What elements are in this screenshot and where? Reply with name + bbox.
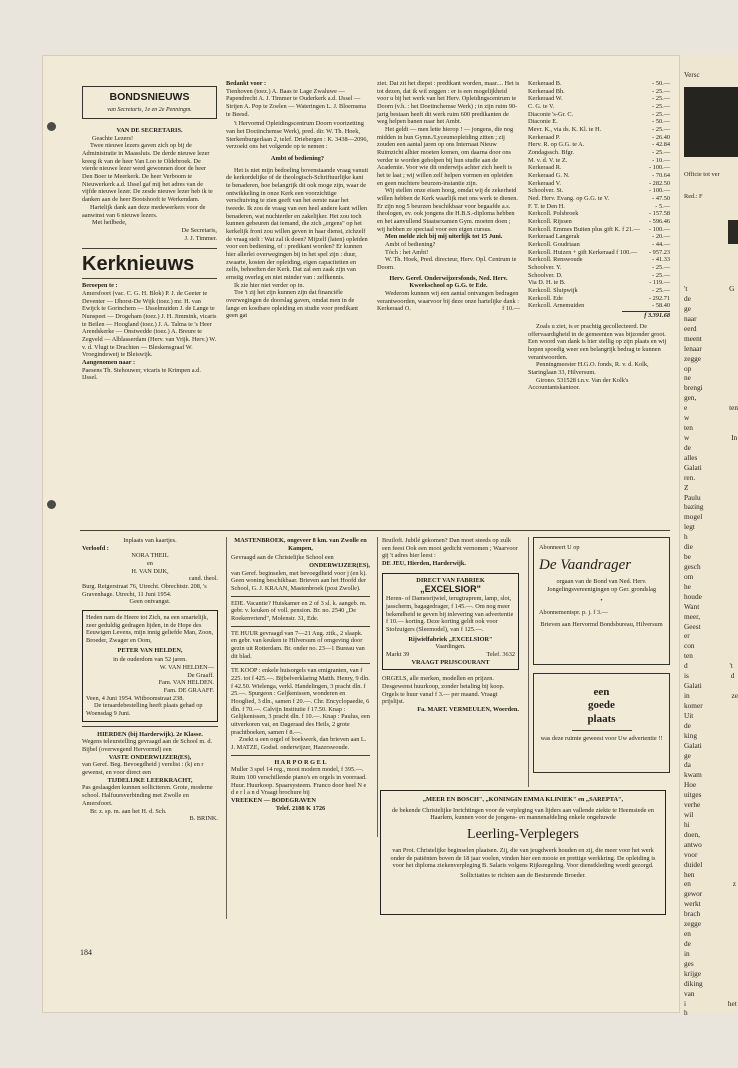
- ledger-amount: - 25.—: [652, 126, 670, 134]
- mastenbroek-heading: MASTENBROEK, ongeveer 8 km. van Zwolle en Kampen,: [234, 537, 367, 552]
- ledger-row: [528, 195, 670, 203]
- vaandrager-text: orgaan van de Bond van Ned. Herv. Jongelingsvereenigingen op Ger. grondslag: [546, 577, 657, 593]
- ambt-continued-2: Het geldt — men lette hierop ! — jongens, die nog midden in hun Gymn./Lyceumopleiding zitten ; zij zouden een aantal jaren op ons Internaat Nieuw Ruimzicht alhier moeten komen, om daarna door ons verder te worden geholpen bij hun studie aan de Academie. Voor wie dit onderwijs achter zich heeft is het te laat ; wij willen zelf helpen vormen en opleiden en geen nuchtere beurzen-instantie zijn.: [377, 126, 514, 187]
- ledger-donor: Via D. H. te B.: [528, 279, 566, 287]
- ledger-amount: - 42.84: [652, 141, 670, 149]
- ledger-amount: - 20.—: [652, 233, 670, 241]
- ledger-donor: Herv. R. op G.G. te A.: [528, 141, 585, 149]
- ledger-amount: - 100.—: [649, 164, 670, 172]
- ledger-amount: - 282.50: [649, 179, 670, 187]
- hierden-text-2: van Geref. Beg. Bevoegdheid j verelist : (k) en r gewenst, en voor direct een: [82, 761, 204, 777]
- ledger-row: [528, 134, 670, 142]
- tijdelijk-name: B. BRINK.: [189, 815, 218, 823]
- kaartjes: Inplaats van kaartjes.: [123, 537, 177, 544]
- ambt-continued: ziet. Dat zit het diepst : predikant worden, maar.... Het is tot dezen, dat ik wil zeggen : er is een mogelijkheid voor u bij het werk van het Herv. Opleidingscentrum te Doorn (v.h. : het Doetinchemse Werk) ; in zijn ruim 90-jarig bestaan heeft dit werk ruim 600 predikanten de weg helpen banen naar het Ambt.: [377, 80, 520, 126]
- bondsnieuws-title: BONDSNIEUWS: [109, 91, 190, 103]
- column-1: [82, 86, 217, 526]
- ledger-donor: Schoolver. D.: [528, 271, 563, 279]
- meer-text-2: van Prot. Christelijke beginselen plaatsen. Zij, die van jeugdwerk houden en zij, die meer voor het werk onder de patiënten boven de 18 jaar voelen, vinden hier een mooie en prettige werkkring. De opleiding is voor het diploma ziekenverpleging B. Salaris volgens Rijksregeling. Voor dienstkleding wordt gezorgd.: [390, 847, 656, 870]
- kerknieuws-title: Kerknieuws: [82, 253, 195, 276]
- ledger-row: [528, 187, 670, 195]
- ledger-donor: Kerkeraad V.: [528, 179, 561, 187]
- ledger-row: [528, 149, 670, 157]
- death-sign: W. VAN HELDEN—: [159, 664, 214, 672]
- ledger-donor: Kerkeraad B.: [528, 80, 562, 87]
- ledger-donor: Kerkcoll. Ede: [528, 294, 563, 302]
- ledger-donor: Kerkcoll. Huizen + gift Kerkeraad f 100.—: [528, 248, 638, 256]
- ledger-row: [528, 272, 670, 280]
- ledger-donor: Kerkcoll. Emmes Buiten plus gift K. f 21.—: [528, 225, 640, 233]
- ledger-donor: Kerkcoll. Renswoude: [528, 256, 583, 264]
- ambt-text-2: Ik zie hier niet verder op in.: [234, 281, 305, 289]
- page-number: 184: [80, 948, 92, 957]
- ledger-amount: - 596.46: [649, 218, 670, 226]
- ledger-amount: - 25.—: [652, 103, 670, 111]
- ledger-donor: Schoolver. St.: [528, 187, 564, 195]
- ledger-row: [528, 111, 670, 119]
- harporgel-sign: VREEKEN — BODEGRAVEN: [231, 797, 316, 805]
- ledger-row: [528, 95, 670, 103]
- ledger-donor: Diaconie E.: [528, 118, 558, 126]
- ledger-row: [528, 233, 670, 241]
- signature-name: J. J. Timmer.: [184, 234, 217, 242]
- fonds-heading: Herv. Geref. Onderwijzersfonds, Ned. Herv. Kweekschool op G.G. te Ede.: [389, 274, 508, 290]
- ledger-row: [528, 157, 670, 165]
- ambt-signature: W. Th. Hoek, Pred. directeur, Herv. Opl. Centrum te Doorn.: [377, 256, 517, 272]
- verloofd-name-2: H. VAN DIJK,: [131, 567, 169, 575]
- ledger-donor: Kerkeraad R.: [528, 164, 562, 172]
- ledger-note: Zoals u ziet, is er prachtig gecollecteerd. De offervaardigheid in de gemeenten was bijzonder groot. Een woord van dank is hier stellig op zijn plaats en wij hopen spoedig weer een belangrijk bedrag te kunnen verantwoorden.: [528, 322, 667, 361]
- death-name: PETER VAN HELDEN,: [117, 646, 183, 654]
- adjacent-text: Officie tot ver: [684, 171, 720, 178]
- orgels-ad: ORGELS, alle merken, modellen en prijzen. Desgewenst huurkoop, zonder betaling bij koop. Orgels te huur vanaf f 3.— per maand. Vraagt prijslijst.: [382, 675, 505, 706]
- death-sign: De Graaff.: [187, 671, 214, 679]
- ledger-row: [528, 141, 670, 149]
- death-sign: Fam. DE GRAAFF.: [163, 687, 214, 695]
- excelsior-city: Vaardingen.: [435, 643, 466, 651]
- vaandrager-title: De Vaandrager: [539, 556, 632, 573]
- ledger-row: [528, 126, 670, 134]
- ledger-amount: - 5.—: [655, 202, 670, 210]
- column-3: [377, 80, 520, 526]
- secretaris-heading: VAN DE SECRETARIS.: [116, 127, 183, 135]
- ledger-donor: C. G. te V.: [528, 103, 555, 111]
- ambt-text-3: Toe 't zij het zijn kunnen zijn dat financiële overwegingen de doorslag gaven, omdat men in de lange en kostbare opleiding en studie voor predikant geen gat: [226, 289, 359, 320]
- hierden-text: Wegens teleurstelling gevraagd aan de School m. d. Bijbel (overwegend Hervormd) een: [82, 738, 213, 754]
- verloofd-name-1: NORA THEIL: [131, 552, 169, 560]
- bondsnieuws-subtitle: van Secretaris, 1e en 2e Penningm.: [107, 106, 192, 113]
- koop-ad: TE KOOP : enkele huisorgels van emigranten, van f 225. tot f 425.—. Bijbelverklaring Matth. Henry, 9 dln. f 42.50. Wielenga, verkl. Handelingen, 3 pracht dln. f 25.—. Spurgeon : Geljkenissen, wonderen en Hooglied, 3 dln., samen f 20.—. Chr. Encyclopaedie, 6 dln. f 70.—. Calvijn Institutie f 17.50. Knap : Gelijkenissen, 3 pracht dln. f 10.—. Knap : Paulus, een uitverkoren vat, en Dageraad des Heils, 2 grote prachtboeken, samen f 8.—.: [231, 667, 370, 736]
- death-text: Heden nam de Heere tot Zich, na een smartelijk, zeer geduldig gedragen lijden, in de Hope des Eeuwigen Levens, mijn innig geliefde Man, Zoon, Broeder, Zwager en Oom,: [86, 614, 214, 645]
- ledger-amount: - 44.—: [652, 241, 670, 249]
- vaandrager-ad: Abonneert U op De Vaandrager orgaan van de Bond van Ned. Herv. Jongelingsvereenigingen op Ger. grondslag • Abonnementspr. p. j. f 3.— Brieven aan Hervormd Bondsbureau, Hilversum: [533, 537, 670, 665]
- ledger-donor: Mevr. K., via ds. K. Kl. te H.: [528, 126, 602, 134]
- harporgel-text: Muller 3 spel 14 reg., mooi modern model, f 395.—. Ruim 100 verschillende piano's en orgels in voorraad.: [231, 766, 367, 782]
- ledger-row: [528, 203, 670, 211]
- goede-1: een: [593, 686, 610, 698]
- verloofd-address: Burg. Reigerstraat 76, Utrecht. Obrechtstr. 208, 's Gravenhage. Utrecht, 11 Juni 1954.: [82, 583, 207, 598]
- verloofd-title: cand. theol.: [188, 575, 218, 583]
- greeting: Geachte Lezers!: [92, 134, 134, 142]
- adjacent-column: 't G de ge naar eerd meent lenaar zegge op ne brengi gen, e ten w ten w In de alles Galati ren. Z Paulu bazing mogel legt h die be gesch om he houde Want meer, Geest er con ten d 't is d Galati in ze komer Uit de king Galati ge da kwam Hoe uitges verhe wil hi doen, antwo voor duidel hen en z gewor werkt brach zegge en de in ges krijge diking van i het h: [684, 284, 738, 1018]
- tijdelijk-text: Pas geslaagden kunnen solliciteren. Grote, moderne school. Halfuursverbinding met Zwolle en Amersfoort.: [82, 784, 213, 807]
- beroepen-list: Amersfoort (vac. C. G. H. Blok) P. J. de Geeter te Deventer — IJhorst-De Wijk (toez.) mr. H. van Ewijck te Gorinchem — IJsselmuiden J. de Lange te Nunspeet — Drogeham (toez.) J. H. Jimmink, vicaris te Beilen — Hoogland (toez.) J. A. Talma te 's Heer Arendskerke — Onstwedde (toez.) A. Breure te Zegveld — Alblasserdam (Herv. van Vrijk. Herv.) W. v. d. Vlugt te Drachten — Bleskensgraaf W. Vroegindeweij te Bleiswijk.: [82, 289, 217, 359]
- signature-role: De Secretaris,: [181, 226, 217, 234]
- death-sign: Fam. VAN HELDEN.: [158, 679, 214, 687]
- ledger-amount: - 58.40: [652, 302, 670, 310]
- ledger-row: [528, 279, 670, 287]
- death-notice: [82, 610, 218, 722]
- verloofd-and: en: [147, 560, 153, 568]
- ledger-row: [528, 241, 670, 249]
- excelsior-ad: [382, 573, 519, 671]
- ledger-amount: - 50.—: [652, 80, 670, 87]
- harporgel-tel: Telef. 2188 K 1726: [275, 804, 326, 812]
- ledger-row: [528, 295, 670, 303]
- ambt-answer: Tòch : het Ambt!: [385, 248, 429, 256]
- mastenbroek-text: Gevraagd aan de Christelijke School een: [231, 554, 334, 562]
- ledger-donor: M. v. d. V. te Z.: [528, 156, 568, 164]
- bedankt-text: Tienhoven (toez.) A. Baas te Lage Zwaluwe — Papendrecht A. J. Timmer te Ouderkerk a.d. IJssel — Strijen A. Pop te Zoelen — Wateringen L. J. Bloemsma te Beesd.: [226, 87, 366, 118]
- ledger-amount: - 26.40: [652, 133, 670, 141]
- excelsior-fab: Rijwielfabriek „EXCELSIOR": [408, 635, 493, 643]
- ledger-row: [528, 287, 670, 295]
- beroepen-heading: Beroepen te :: [82, 282, 118, 290]
- koop-ad-2: Zoekt u een orgel of boekwerk, dan brieven aan L. J. MATZE, Godsd. onderwijzer, Hazerswoude.: [231, 736, 367, 752]
- ambt-question: Ambt of bediening?: [385, 241, 436, 249]
- ledger-donor: F. T. te Den H.: [528, 202, 565, 210]
- ledger-account: Penningmeester H.G.O. fonds, R. v. d. Kolk, Staringlaan 33, Hilversum.: [528, 361, 649, 376]
- ledger-row: [528, 210, 670, 218]
- goede-plaats-ad: [533, 673, 670, 773]
- vaandrager-address: Brieven aan Hervormd Bondsbureau, Hilversum: [540, 620, 663, 628]
- ledger-row: [528, 226, 670, 234]
- ledger-row: [528, 80, 670, 88]
- hierden-job: VASTE ONDERWIJZER(ES),: [108, 753, 192, 761]
- death-age: in de ouderdom van 52 jaren.: [113, 656, 187, 664]
- harporgel-text-2: Huur. Huurkoop. Spaarsysteem. Franco door heel N e d e r l a n d Vraagt brochure bij: [231, 781, 367, 797]
- hierden-heading: HIERDEN (bij Harderwijk). 2e Klasse.: [97, 730, 203, 738]
- mastenbroek-text-2: van Geref. beginselen, met bevoegdheid voor j (en k). Geen woning beschikbaar. Brieven aan het Hoofd der School, G. J. KRAAN, Mastenbroek (post Zwolle).: [231, 569, 367, 593]
- ledger-row: [528, 249, 670, 257]
- adjacent-heading: Versc: [684, 71, 700, 79]
- bondsnieuws-thanks: Hartelijk dank aan deze medewerkers voor de aanwinst van 6 nieuwe lezers.: [82, 203, 206, 219]
- section-divider: [80, 530, 670, 531]
- ledger-list: [528, 80, 670, 310]
- excelsior-heading: DIRECT VAN FABRIEK: [416, 576, 485, 584]
- harporgel-heading: H A R P O R G E L: [274, 758, 327, 766]
- ledger-amount: - 25.—: [652, 95, 670, 103]
- ledger-row: [528, 264, 670, 272]
- goede-3: plaats: [587, 712, 616, 725]
- ledger-row: [528, 172, 670, 180]
- ledger-amount: - 25.—: [652, 149, 670, 157]
- ledger-row: [528, 218, 670, 226]
- ledger-amount: - 100.—: [649, 225, 670, 233]
- ledger-donor: Diaconie 's-Gr. C.: [528, 110, 574, 118]
- bondsnieuws-closing: Met heilbede,: [92, 219, 127, 227]
- ledger-row: [528, 103, 670, 111]
- excelsior-cta: VRAAGT PRIJSCOURANT: [411, 658, 490, 666]
- bondsnieuws-body: Twee nieuwe lezers gaven zich op bij de Administratie in Maassluis. De derde nieuwe lezer kreeg ik van de heer Van Loo te Oldebroek. De vierde nieuwe lezer werd gewonnen door de heer Den Boer te Meerkerk. De heer Verboom te Nieuwerkerk a.d. IJssel gaf mij het adres van de vijfde nieuwe lezer. De zesde nieuwe lezer heb ik te danken aan de heer Bootshooft te Werkendam.: [82, 142, 213, 204]
- ledger-donor: Kerkeraad P.: [528, 133, 561, 141]
- ledger-amount: - 292.71: [649, 294, 670, 302]
- ledger-amount: - 25.—: [652, 271, 670, 279]
- ledger-amount: - 50.—: [652, 118, 670, 126]
- ledger-donor: Kerkcoll. Goudriaan: [528, 241, 580, 249]
- goede-2: goede: [588, 699, 615, 712]
- vaandrager-price: Abonnementspr. p. j. f 3.—: [539, 608, 608, 616]
- ledger-row: [528, 256, 670, 264]
- goede-note: was deze ruimte geweest voor Uw advertentie !!: [540, 735, 663, 743]
- meer-sollicit: Sollicitaties te richten aan de Besturende Broeder.: [460, 872, 586, 880]
- ledger-row: [528, 302, 670, 310]
- ambt-continued-3: Wij stellen onze eisen hoog, omdat wij de zekerheid willen hebben de Kerk waarlijk met ons werk te dienen. Er zijn nog 5 beurzen beschikbaar voor begaafde a.s. theologen, ev. ook jongens die H.B.S.-diploma hebben en het aanvullend Staatsexamen Gym. moeten doen ; wij hebben ze speciaal voor een eigen cursus.: [377, 187, 518, 233]
- ledger-amount: - 25.—: [652, 287, 670, 295]
- ledger-row: [528, 118, 670, 126]
- ledger-amount: - 157.58: [649, 210, 670, 218]
- ledger-amount: - 100.—: [649, 187, 670, 195]
- meer-heading: „MEER EN BOSCH", „KONINGIN EMMA KLINIEK" en „SAREPTA",: [422, 796, 624, 803]
- ads-column-2: [226, 537, 370, 919]
- mastenbroek-job: ONDERWIJZER(ES),: [309, 562, 370, 570]
- column-2: [226, 80, 369, 526]
- ledger-amount: - 119.—: [649, 279, 670, 287]
- ledger-amount: - 25.—: [652, 264, 670, 272]
- aangenomen-list: Paesens Th. Stehouwer, vicaris te Krimpen a.d. IJssel.: [82, 366, 201, 382]
- adjacent-initial: [728, 220, 738, 244]
- ledger-giro: Girono. 531528 t.n.v. Van der Kolk's Accountantskantoor.: [528, 376, 629, 392]
- centrum-intro: 't Hervormd Opleidingscentrum Doorn voortzetting van het Doctinchemse Werk), pred. dir. W. Th. Hoek, Sterkenburgerlaan 2, telef. Driebergen : K. 3438—2096, verzoekt ons het volgende op te nemen :: [226, 120, 369, 151]
- ledger-amount: - 25.—: [652, 110, 670, 118]
- column-4: [528, 80, 670, 526]
- adjacent-photo: [684, 87, 738, 157]
- binding-hole: [47, 500, 56, 509]
- ledger-amount: - 47.50: [652, 195, 670, 203]
- ledger-row: [528, 88, 670, 96]
- ledger-donor: Kerkcoll. Sluipwijk: [528, 287, 578, 295]
- ads-column-4: [528, 537, 670, 787]
- binding-hole: [47, 122, 56, 131]
- verloofd-note: Geen ontvangst.: [129, 598, 171, 606]
- ads-column-1: [82, 537, 218, 919]
- fonds-text: Wederom kunnen wij een aantal ontvangen bedragen verantwoorden, waarvoor bij deze onze hartelijke dank :: [377, 290, 519, 305]
- aangenomen-heading: Aangenomen naar :: [82, 358, 136, 366]
- adjacent-text: Red.: F: [684, 193, 703, 201]
- death-burial: De teraardebestelling heeft plaats gehad op Woensdag 9 Juni.: [86, 702, 203, 718]
- death-place: Veen, 4 Juni 1954. Witboomstraat 238.: [86, 694, 184, 702]
- ledger-amount: - 41.33: [652, 256, 670, 264]
- ledger-row: Kerkeraad O. f 10.—: [377, 305, 520, 313]
- ledger-donor: Kerkcoll. Polsbroek: [528, 210, 579, 218]
- tijdelijk-address: Br. z. sp. m. aan het H. d. Sch.: [90, 807, 167, 815]
- vaandrager-label: Abonneert U op: [539, 544, 580, 551]
- ambt-text: Het is niet mijn bedoeling bovenstaande vraag vanuit de kerkordelijke of de theologisch-Schriftuurlijke kant te benaderen, hoe belangrijk dit ook moge zijn, waar de ontwikkeling in onze Kerk een voorzichtige verschuiving te zien geeft van het eerste naar het tweede. Ik zou de vraag van een heel andere kant willen benaderen, wat nuchterder en zakelijker. Het zou toch kunnen gebeuren dat iemand, die zich „ergens" op het kerkelijk front zou willen geven in haar dienst, zichzelf de vraag stelt : Wat zal ik doen? Mijzelf (laten) opleiden voor een bediening, of : predikant worden? Er kunnen hier allerlei overwegingen bij in het spel zijn : duur, zwaarte, kosten der opleiding, eigen capaciteiten en zelfs, behoeften der Kerk. Dat zal een zaak zijn van ernstig overleg en niet minder van : zelfkennis.: [226, 166, 369, 282]
- ledger-donor: Kerkcoll. Rijssen: [528, 218, 572, 226]
- poem-sign: DE JEU, Hierden, Harderwijk.: [382, 560, 466, 568]
- ledger-amount: - 10.—: [652, 156, 670, 164]
- meer-title: Leerling-Verplegers: [467, 827, 579, 843]
- ledger-donor: Kerkeraad Bh.: [528, 87, 565, 95]
- bedankt-heading: Bedankt voor :: [226, 80, 267, 87]
- ede-ad: EDE. Vacantie? Huiskamer en 2 of 3 sl. k. aangeb. m. gebr. v. keuken of voll. pension. Br. no. 2540 „De Roekenvriend", Molenstr. 31, Ede.: [231, 599, 367, 623]
- ledger-donor: Kerkcoll. Arnemuiden: [528, 302, 585, 310]
- poem-ad: Bruiloft. Jubilé gekomen? Dan moet steeds op zulk een feest Ook een mooi gedicht vernomen ; Waarvoor gij 't adres hier leest :: [382, 537, 518, 560]
- ledger-donor: Zondagssch. Bfgr.: [528, 149, 574, 157]
- ledger-total: f 3.391.68: [644, 312, 670, 320]
- ledger-amount: - 70.64: [652, 172, 670, 180]
- huur-ad: TE HUUR gevraagd van 7—21 Aug. zitk., 2 slaapk. en gebr. van keuken te Hilversum of omgeving door gezin uit Rotterdam. Br. onder no. 23—1 Bureau van dit blad.: [231, 629, 365, 660]
- ledger-donor: Kerkeraad Langerak: [528, 233, 580, 241]
- ledger-row: [528, 164, 670, 172]
- ambt-heading: Ambt of bediening?: [270, 155, 325, 163]
- excelsior-text: Heren- of Damesrijwiel, terugtraprem, lamp, slot, jasscherm, bagagedrager, f 145.—. Om nog meer bekendheid te geven bij inlevering van advertentie f 10.— korting. Deze korting geldt ook voor Stofzuigers (Sleemodel), van f 125.—.: [386, 595, 514, 634]
- adjacent-page: [680, 55, 738, 1018]
- orgels-sign: Fa. MART. VERMEULEN, Woerden.: [417, 706, 519, 714]
- ledger-donor: Schoolver. Y.: [528, 264, 562, 272]
- excelsior-contact: Markt 39 Telef. 3632: [386, 651, 515, 659]
- meer-en-bosch-ad: [380, 790, 666, 915]
- ledger-donor: Kerkeraad W.: [528, 95, 563, 103]
- tijdelijk-heading: TIJDELIJKE LEERKRACHT,: [107, 776, 193, 784]
- ledger-amount: - 25.—: [652, 87, 670, 95]
- meer-text: de bekende Christelijke Inrichtingen voor de verpleging van lijders aan vallende ziekte te Heemstede en Haarlem, kunnen voor de jongens- en mannenafdeling enkele ongehuwde: [392, 806, 654, 822]
- ledger-amount: - 957.23: [649, 248, 670, 256]
- ledger-donor: Ned. Herv. Evang. op G.G. te V.: [528, 195, 610, 203]
- ledger-donor: Kerkeraad G. N.: [528, 172, 570, 180]
- excelsior-name: „EXCELSIOR": [420, 584, 481, 595]
- verloofd-label: Verloofd :: [82, 544, 109, 552]
- bondsnieuws-header: [82, 86, 217, 119]
- ambt-deadline: Men melde zich bij mij uiterlijk tot 15 Juni.: [385, 233, 503, 241]
- ledger-row: [528, 180, 670, 188]
